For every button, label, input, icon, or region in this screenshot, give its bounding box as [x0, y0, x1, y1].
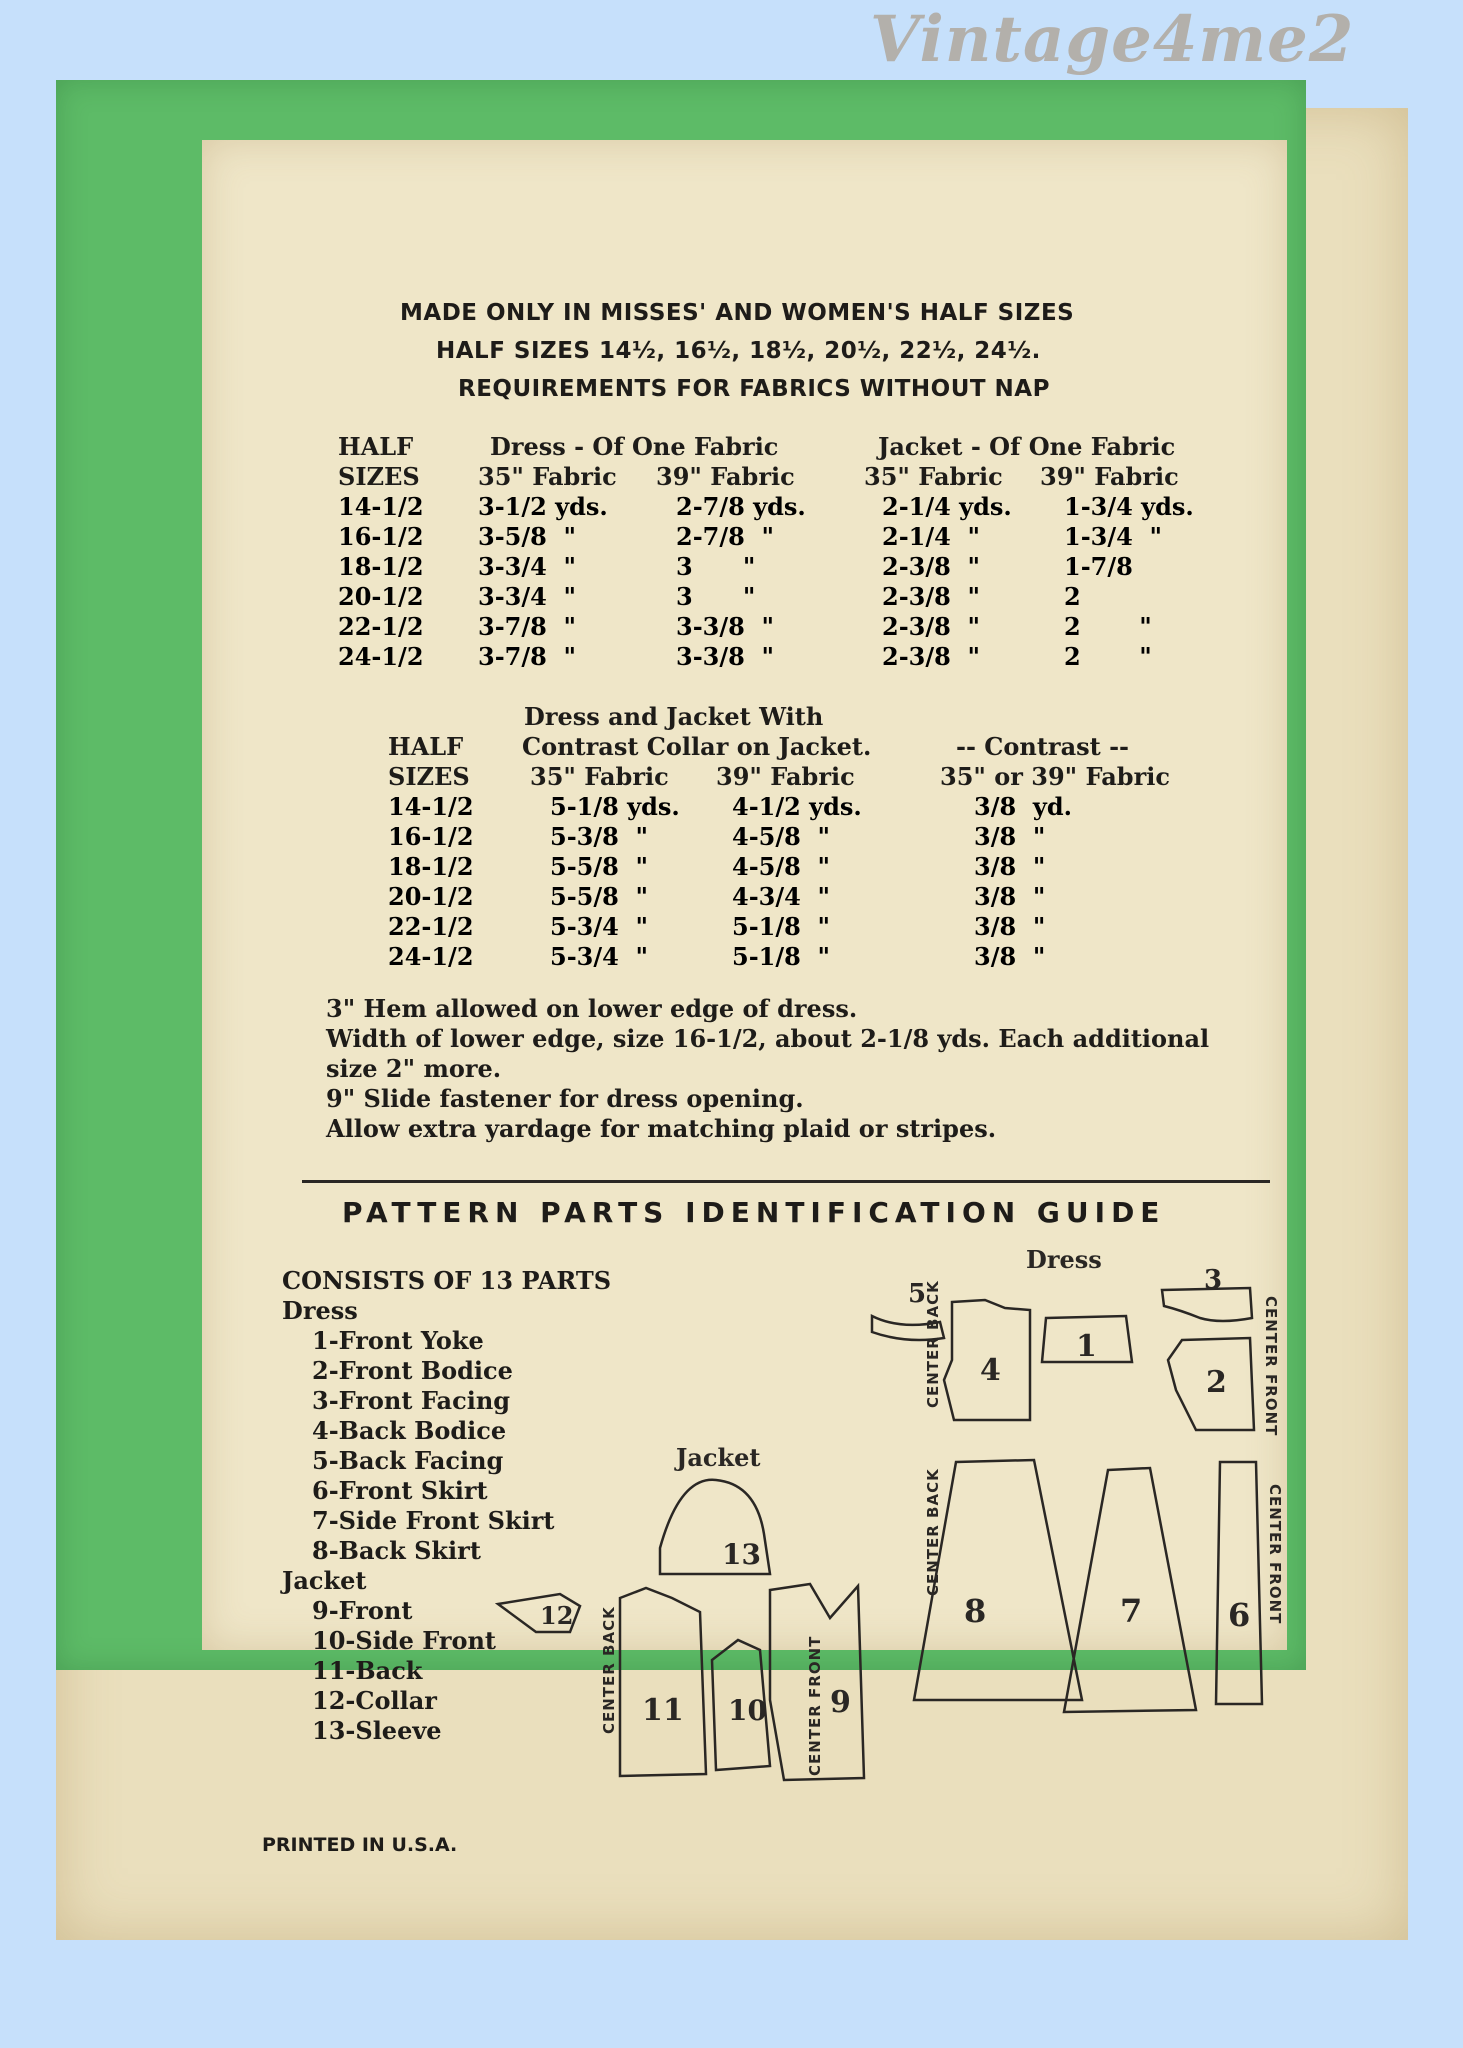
t1-group-dress: Dress - Of One Fabric: [490, 432, 779, 461]
piece-6-outline: [1216, 1462, 1262, 1704]
diagram-dress-label: Dress: [1026, 1245, 1102, 1274]
t2-contrast-title: -- Contrast --: [956, 732, 1129, 761]
yardage-cell: 1-3/4 yds.: [1064, 492, 1194, 521]
piece-11-outline: [620, 1588, 706, 1776]
part-item: 12-Collar: [312, 1686, 437, 1715]
size-cell: 14-1/2: [388, 792, 474, 821]
yardage-cell: 3/8 ": [974, 822, 1046, 851]
size-cell: 24-1/2: [388, 942, 474, 971]
piece-number-1: 1: [1076, 1329, 1097, 1364]
part-item: 7-Side Front Skirt: [312, 1506, 555, 1535]
yardage-cell: 3/8 ": [974, 882, 1046, 911]
size-cell: 20-1/2: [388, 882, 474, 911]
t1-col-sizes: SIZES: [338, 462, 420, 491]
part-item: 1-Front Yoke: [312, 1326, 484, 1355]
yardage-cell: 2-3/8 ": [882, 552, 981, 581]
piece-number-3: 3: [1204, 1265, 1223, 1295]
size-cell: 16-1/2: [338, 522, 424, 551]
yardage-cell: 2-7/8 yds.: [676, 492, 806, 521]
yardage-cell: 5-5/8 ": [550, 882, 649, 911]
yardage-cell: 5-3/4 ": [550, 912, 649, 941]
jacket-heading: Jacket: [282, 1566, 367, 1595]
yardage-cell: 3-7/8 ": [478, 642, 577, 671]
t1-sub-2: 39" Fabric: [656, 462, 795, 491]
yardage-cell: 3-5/8 ": [478, 522, 577, 551]
yardage-cell: 5-5/8 ": [550, 852, 649, 881]
t1-sub-4: 39" Fabric: [1040, 462, 1179, 491]
piece-number-5: 5: [908, 1279, 927, 1309]
part-item: 11-Back: [312, 1656, 423, 1685]
yardage-cell: 3 ": [676, 552, 756, 581]
yardage-cell: 3/8 ": [974, 852, 1046, 881]
yardage-cell: 1-7/8: [1064, 552, 1133, 581]
piece-number-6: 6: [1228, 1596, 1251, 1634]
size-cell: 18-1/2: [338, 552, 424, 581]
yardage-cell: 5-1/8 yds.: [550, 792, 680, 821]
yardage-cell: 4-3/4 ": [732, 882, 831, 911]
part-item: 3-Front Facing: [312, 1386, 511, 1415]
yardage-cell: 3-3/4 ": [478, 552, 577, 581]
yardage-cell: 3/8 yd.: [974, 792, 1072, 821]
t1-col-half: HALF: [338, 432, 414, 461]
part-item: 2-Front Bodice: [312, 1356, 513, 1385]
header-line-1: MADE ONLY IN MISSES' AND WOMEN'S HALF SIZES: [400, 300, 1075, 326]
yardage-cell: 3-7/8 ": [478, 612, 577, 641]
printed-in-usa: PRINTED IN U.S.A.: [262, 1834, 458, 1856]
watermark-logo: Vintage4me2: [870, 2, 1355, 77]
t1-sub-1: 35" Fabric: [478, 462, 617, 491]
t2-group-line-2: Contrast Collar on Jacket.: [522, 732, 872, 761]
size-cell: 16-1/2: [388, 822, 474, 851]
header-line-3: REQUIREMENTS FOR FABRICS WITHOUT NAP: [458, 376, 1050, 402]
part-item: 6-Front Skirt: [312, 1476, 488, 1505]
piece-number-13: 13: [722, 1538, 761, 1571]
consists-heading: CONSISTS OF 13 PARTS: [282, 1266, 612, 1295]
center-back-label-4: CENTER BACK: [924, 1280, 942, 1408]
note-line: 3" Hem allowed on lower edge of dress.: [326, 994, 858, 1023]
yardage-cell: 2-3/8 ": [882, 642, 981, 671]
center-front-label-6: CENTER FRONT: [1266, 1484, 1284, 1625]
diagram-jacket-label: Jacket: [676, 1443, 761, 1472]
piece-number-11: 11: [642, 1693, 684, 1728]
center-front-label-2: CENTER FRONT: [1262, 1296, 1280, 1437]
guide-title: PATTERN PARTS IDENTIFICATION GUIDE: [342, 1196, 1166, 1229]
size-cell: 22-1/2: [338, 612, 424, 641]
yardage-cell: 3/8 ": [974, 942, 1046, 971]
yardage-cell: 2-7/8 ": [676, 522, 775, 551]
piece-number-12: 12: [540, 1601, 574, 1630]
t2-group-line-1: Dress and Jacket With: [524, 702, 824, 731]
t2-sub-1: 35" Fabric: [530, 762, 669, 791]
yardage-cell: 3/8 ": [974, 912, 1046, 941]
yardage-cell: 3-3/4 ": [478, 582, 577, 611]
yardage-cell: 4-1/2 yds.: [732, 792, 862, 821]
yardage-cell: 2-1/4 yds.: [882, 492, 1012, 521]
piece-7-outline: [1064, 1468, 1196, 1712]
part-item: 8-Back Skirt: [312, 1536, 481, 1565]
yardage-cell: 2-3/8 ": [882, 582, 981, 611]
size-cell: 20-1/2: [338, 582, 424, 611]
yardage-cell: 2 ": [1064, 612, 1152, 641]
part-item: 9-Front: [312, 1596, 413, 1625]
yardage-cell: 5-3/8 ": [550, 822, 649, 851]
t1-sub-3: 35" Fabric: [864, 462, 1003, 491]
yardage-cell: 5-1/8 ": [732, 912, 831, 941]
center-back-label-11: CENTER BACK: [600, 1606, 618, 1734]
piece-number-7: 7: [1120, 1592, 1143, 1630]
yardage-cell: 3-3/8 ": [676, 612, 775, 641]
piece-number-9: 9: [830, 1685, 851, 1720]
note-line: Allow extra yardage for matching plaid or stripes.: [326, 1114, 997, 1143]
piece-number-10: 10: [728, 1694, 767, 1727]
part-item: 5-Back Facing: [312, 1446, 504, 1475]
size-cell: 14-1/2: [338, 492, 424, 521]
yardage-cell: 3 ": [676, 582, 756, 611]
center-back-label-8: CENTER BACK: [924, 1468, 942, 1596]
yardage-cell: 4-5/8 ": [732, 822, 831, 851]
part-item: 10-Side Front: [312, 1626, 497, 1655]
t2-col-sizes: SIZES: [388, 762, 470, 791]
t2-sub-3: 35" or 39" Fabric: [940, 762, 1170, 791]
part-item: 13-Sleeve: [312, 1716, 442, 1745]
piece-number-2: 2: [1206, 1365, 1227, 1400]
yardage-cell: 5-1/8 ": [732, 942, 831, 971]
yardage-cell: 3-1/2 yds.: [478, 492, 608, 521]
size-cell: 24-1/2: [338, 642, 424, 671]
size-cell: 22-1/2: [388, 912, 474, 941]
yardage-cell: 5-3/4 ": [550, 942, 649, 971]
part-item: 4-Back Bodice: [312, 1416, 507, 1445]
t1-group-jacket: Jacket - Of One Fabric: [878, 432, 1176, 461]
size-cell: 18-1/2: [388, 852, 474, 881]
note-line: size 2" more.: [326, 1054, 502, 1083]
header-line-2: HALF SIZES 14½, 16½, 18½, 20½, 22½, 24½.: [436, 338, 1041, 364]
yardage-cell: 2: [1064, 582, 1081, 611]
yardage-cell: 3-3/8 ": [676, 642, 775, 671]
t2-sub-2: 39" Fabric: [716, 762, 855, 791]
t2-col-half: HALF: [388, 732, 464, 761]
yardage-cell: 2-1/4 ": [882, 522, 981, 551]
note-line: 9" Slide fastener for dress opening.: [326, 1084, 804, 1113]
piece-number-8: 8: [964, 1592, 987, 1630]
yardage-cell: 2-3/8 ": [882, 612, 981, 641]
yardage-cell: 1-3/4 ": [1064, 522, 1163, 551]
dress-heading: Dress: [282, 1296, 358, 1325]
yardage-cell: 4-5/8 ": [732, 852, 831, 881]
note-line: Width of lower edge, size 16-1/2, about 2-1/8 yds. Each additional: [326, 1024, 1210, 1053]
center-front-label-9: CENTER FRONT: [806, 1635, 824, 1776]
yardage-cell: 2 ": [1064, 642, 1152, 671]
piece-number-4: 4: [980, 1353, 1001, 1388]
